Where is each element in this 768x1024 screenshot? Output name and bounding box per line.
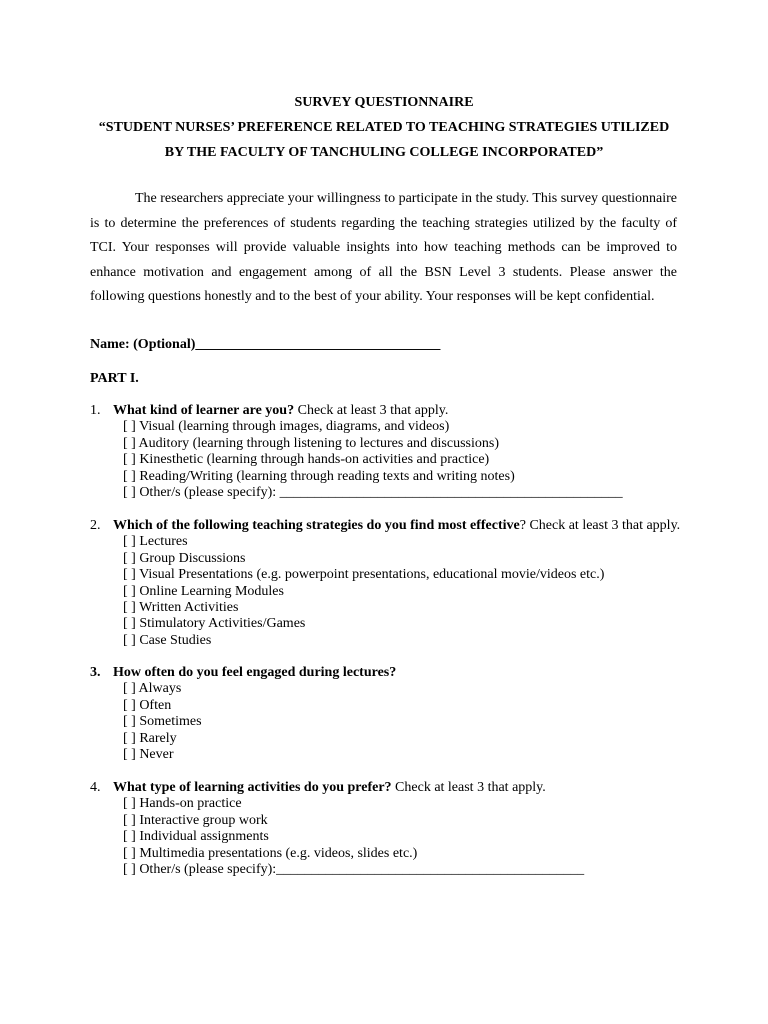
option-others[interactable]: [ ] Other/s (please specify): _________________________________________________ [123, 485, 623, 501]
question-instruction: ? Check at least 3 that apply. [519, 518, 681, 533]
option-individual-assignments[interactable]: [ ] Individual assignments [123, 829, 269, 845]
name-field[interactable]: Name: (Optional)___________________________________ [90, 337, 441, 352]
option-stimulatory-activities[interactable]: [ ] Stimulatory Activities/Games [123, 616, 306, 632]
question-2 [90, 518, 710, 649]
option-list [123, 681, 710, 763]
question-number: 4. [90, 780, 101, 795]
question-1 [90, 403, 710, 501]
option-group-work[interactable]: [ ] Interactive group work [123, 812, 268, 828]
option-group-discussions[interactable]: [ ] Group Discussions [123, 550, 246, 566]
option-visual-presentations[interactable]: [ ] Visual Presentations (e.g. powerpoint presentations, educational movie/videos etc.) [123, 567, 605, 583]
document-title [0, 90, 768, 165]
option-reading-writing[interactable]: [ ] Reading/Writing (learning through reading texts and writing notes) [123, 468, 515, 484]
option-sometimes[interactable]: [ ] Sometimes [123, 714, 202, 730]
question-prompt: Which of the following teaching strategies do you find most effective [113, 518, 520, 533]
question-instruction: Check at least 3 that apply. [294, 403, 449, 418]
question-prompt: What kind of learner are you? [113, 403, 295, 418]
title-line-1: SURVEY QUESTIONNAIRE [294, 95, 474, 110]
question-header [90, 403, 710, 419]
option-always[interactable]: [ ] Always [123, 681, 182, 697]
intro-paragraph: The researchers appreciate your willingness to participate in the study. This survey questionnaire is to determine the preferences of students regarding the teaching strategies utilized by the faculty of TCI. Your responses will provide valuable insights into how teaching methods can be improved to enhance motivation and engagement among of all the BSN Level 3 students. Please answer the following questions honestly and to the best of your ability. Your responses will be kept confidential. [90, 191, 677, 305]
option-often[interactable]: [ ] Often [123, 697, 172, 713]
option-list [123, 796, 710, 878]
question-3 [90, 665, 710, 763]
question-prompt: What type of learning activities do you prefer? [113, 780, 392, 795]
question-header [90, 518, 710, 534]
option-auditory[interactable]: [ ] Auditory (learning through listening to lectures and discussions) [123, 435, 499, 451]
question-number: 3. [90, 665, 101, 680]
question-instruction: Check at least 3 that apply. [391, 780, 546, 795]
option-kinesthetic[interactable]: [ ] Kinesthetic (learning through hands-on activities and practice) [123, 452, 490, 468]
question-number: 1. [90, 403, 101, 418]
option-lectures[interactable]: [ ] Lectures [123, 534, 188, 550]
question-header [90, 780, 710, 796]
option-written-activities[interactable]: [ ] Written Activities [123, 600, 239, 616]
question-4 [90, 780, 710, 878]
option-list [123, 419, 710, 501]
option-online-modules[interactable]: [ ] Online Learning Modules [123, 583, 284, 599]
title-line-2: “STUDENT NURSES’ PREFERENCE RELATED TO TEACHING STRATEGIES UTILIZED [98, 120, 670, 135]
option-others[interactable]: [ ] Other/s (please specify):____________________________________________ [123, 862, 585, 878]
question-header [90, 665, 710, 681]
option-rarely[interactable]: [ ] Rarely [123, 730, 177, 746]
question-prompt: How often do you feel engaged during lectures? [113, 665, 397, 680]
option-case-studies[interactable]: [ ] Case Studies [123, 632, 212, 648]
option-hands-on[interactable]: [ ] Hands-on practice [123, 796, 242, 812]
option-visual[interactable]: [ ] Visual (learning through images, diagrams, and videos) [123, 419, 450, 435]
part-label: PART I. [90, 371, 139, 386]
option-never[interactable]: [ ] Never [123, 747, 174, 763]
title-line-3: BY THE FACULTY OF TANCHULING COLLEGE INCORPORATED” [164, 145, 604, 160]
question-number: 2. [90, 518, 101, 533]
option-multimedia[interactable]: [ ] Multimedia presentations (e.g. videos, slides etc.) [123, 845, 418, 861]
option-list [123, 534, 710, 649]
